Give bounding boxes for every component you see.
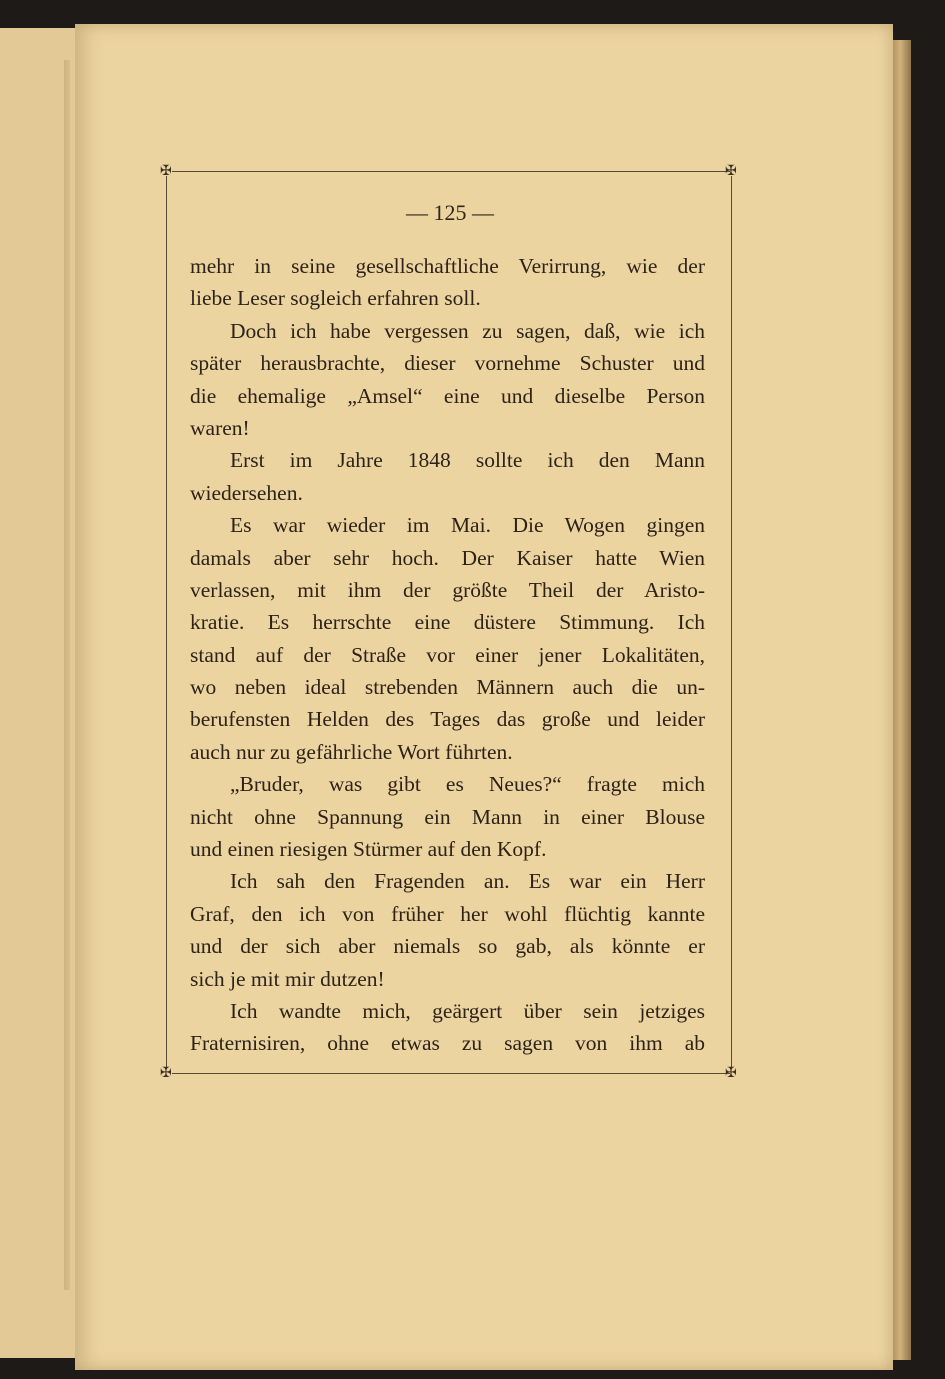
text-line: Es war wieder im Mai. Die Wogen gingen (230, 513, 705, 538)
text-line: kratie. Es herrschte eine düstere Stimmung. Ich (190, 610, 705, 635)
text-line: berufensten Helden des Tages das große und leider (190, 707, 705, 732)
text-line: Fraternisiren, ohne etwas zu sagen von ihm ab (190, 1031, 705, 1056)
text-line: Ich wandte mich, geärgert über sein jetziges (230, 998, 705, 1023)
text-line: stand auf der Straße vor einer jener Lokalitäten, (190, 642, 705, 667)
text-line: damals aber sehr hoch. Der Kaiser hatte Wien (190, 545, 705, 570)
text-line: Ich sah den Fragenden an. Es war ein Herr (230, 869, 705, 894)
text-line: liebe Leser sogleich erfahren soll. (190, 286, 481, 311)
frame-bottom-rule (172, 1073, 730, 1074)
frame-right-rule (731, 176, 732, 1069)
text-line: „Bruder, was gibt es Neues?“ fragte mich (230, 772, 705, 797)
text-line: Doch ich habe vergessen zu sagen, daß, wie ich (230, 318, 705, 343)
text-line: und einen riesigen Stürmer auf den Kopf. (190, 837, 547, 862)
text-line: mehr in seine gesellschaftliche Verirrung, wie der (190, 254, 705, 278)
text-line: Erst im Jahre 1848 sollte ich den Mann (230, 448, 705, 473)
corner-ornament-icon: ✠ (160, 1065, 172, 1081)
text-line: auch nur zu gefährliche Wort führten. (190, 739, 513, 764)
left-page-fold (64, 60, 70, 1290)
text-line: und der sich aber niemals so gab, als könnte er (190, 934, 705, 959)
text-line: später herausbrachte, dieser vornehme Schuster und (190, 351, 705, 376)
corner-ornament-icon: ✠ (725, 1065, 737, 1081)
text-line: sich je mit mir dutzen! (190, 966, 385, 991)
text-line: nicht ohne Spannung ein Mann in einer Blouse (190, 804, 705, 829)
text-line: die ehemalige „Amsel“ eine und dieselbe Person (190, 383, 705, 408)
corner-ornament-icon: ✠ (725, 163, 737, 179)
text-line: waren! (190, 415, 250, 440)
corner-ornament-icon: ✠ (160, 163, 172, 179)
body-text (190, 250, 705, 1060)
text-line: wo neben ideal strebenden Männern auch die un- (190, 675, 705, 700)
page-number: — 125 — (406, 200, 494, 225)
text-line: Graf, den ich von früher her wohl flüchtig kannte (190, 901, 705, 926)
page-stack-edge (893, 40, 911, 1360)
frame-top-rule (172, 171, 730, 172)
frame-left-rule (166, 176, 167, 1069)
text-line: verlassen, mit ihm der größte Theil der Aristo- (190, 577, 705, 602)
text-line: wiedersehen. (190, 480, 303, 505)
